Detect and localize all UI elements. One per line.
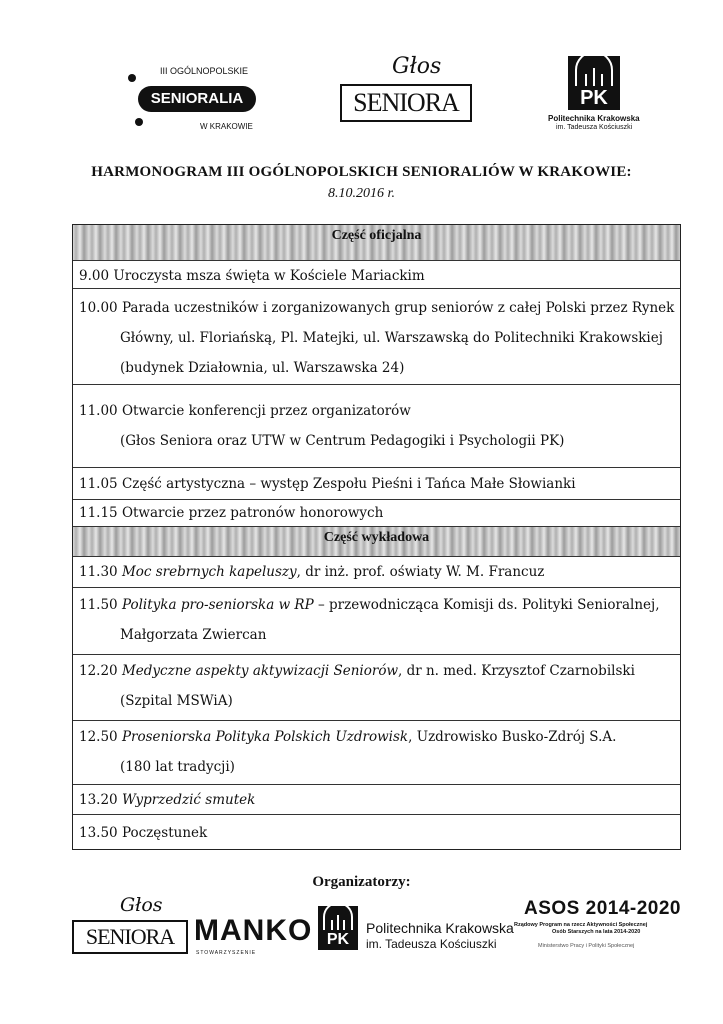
dot-icon	[135, 118, 143, 126]
row-text-cont: (budynek Działownia, ul. Warszawska 24)	[120, 360, 405, 376]
pk-logo-footer	[318, 906, 358, 952]
row-text: 13.20 Wyprzedzić smutek	[79, 792, 256, 808]
section-label: Część oficjalna	[331, 228, 422, 243]
pk-letters: PK	[568, 86, 620, 110]
asos-line1: Rządowy Program na rzecz Aktywności Społecznej	[514, 922, 648, 928]
page-title: HARMONOGRAM III OGÓLNOPOLSKICH SENIORALIÓW W KRAKOWIE:	[91, 164, 632, 180]
row-text: 12.20 Medyczne aspekty aktywizacji Seniorów, dr n. med. Krzysztof Czarnobilski	[79, 663, 635, 679]
dot-icon	[128, 74, 136, 82]
glos-seniora-wordmark: SENIORA	[340, 84, 472, 122]
row-text: 10.00 Parada uczestników i zorganizowanych grup seniorów z całej Polski przez Rynek	[79, 300, 675, 316]
row-text-cont: (Głos Seniora oraz UTW w Centrum Pedagogiki i Psychologii PK)	[120, 433, 565, 449]
section-header-lectures	[73, 527, 680, 557]
glos-script: Głos	[120, 894, 163, 916]
schedule-table	[72, 224, 681, 850]
asos-line3: Ministerstwo Pracy i Polityki Społecznej	[538, 943, 635, 949]
glos-seniora-wordmark: SENIORA	[72, 920, 188, 954]
senioralia-line1: III OGÓLNOPOLSKIE	[160, 66, 249, 76]
pk-sub-footer: im. Tadeusza Kościuszki	[366, 937, 497, 951]
event-date: 8.10.2016 r.	[328, 186, 395, 201]
organizers-title: Organizatorzy:	[312, 874, 411, 890]
glos-script: Głos	[392, 54, 442, 79]
table-row	[73, 289, 680, 385]
table-row	[73, 557, 680, 588]
pk-sub: im. Tadeusza Kościuszki	[556, 124, 633, 131]
row-text-cont: Małgorzata Zwiercan	[120, 627, 267, 643]
section-label: Część wykładowa	[323, 530, 430, 545]
row-text: 11.05 Część artystyczna – występ Zespołu Pieśni i Tańca Małe Słowianki	[79, 476, 576, 492]
asos-line2: Osób Starszych na lata 2014-2020	[552, 929, 641, 935]
manko-logo	[194, 914, 314, 960]
table-row	[73, 721, 680, 785]
section-header-official	[73, 225, 680, 261]
asos-title: ASOS 2014-2020	[524, 898, 681, 919]
table-row	[73, 500, 680, 527]
table-row	[73, 785, 680, 815]
table-row	[73, 468, 680, 500]
senioralia-logo	[118, 58, 268, 136]
asos-logo	[514, 898, 684, 964]
castle-icon	[568, 56, 620, 86]
row-text-cont: (180 lat tradycji)	[120, 759, 235, 775]
manko-sub: STOWARZYSZENIE	[196, 950, 257, 956]
row-text: 11.00 Otwarcie konferencji przez organizatorów	[79, 403, 411, 419]
glos-seniora-logo-footer	[72, 894, 188, 956]
table-row	[73, 385, 680, 468]
pk-name: Politechnika Krakowska	[548, 114, 640, 123]
castle-icon	[318, 906, 358, 930]
senioralia-line3: W KRAKOWIE	[200, 122, 253, 131]
pk-name-footer: Politechnika Krakowska	[366, 920, 514, 936]
table-row	[73, 655, 680, 721]
row-text: 12.50 Proseniorska Polityka Polskich Uzdrowisk, Uzdrowisko Busko-Zdrój S.A.	[79, 729, 617, 745]
row-text: 11.50 Polityka pro-seniorska w RP – przewodnicząca Komisji ds. Polityki Senioralnej,	[79, 597, 660, 613]
row-text: 13.50 Poczęstunek	[79, 825, 208, 841]
manko-wordmark: MANKO	[194, 914, 313, 947]
table-row	[73, 261, 680, 289]
row-text-cont: (Szpital MSWiA)	[120, 693, 233, 709]
pk-letters: PK	[318, 930, 358, 950]
senioralia-badge: SENIORALIA	[138, 86, 256, 112]
row-text-cont: Główny, ul. Floriańską, Pl. Matejki, ul. Warszawską do Politechniki Krakowskiej	[120, 330, 663, 346]
row-text: 11.15 Otwarcie przez patronów honorowych	[79, 505, 384, 521]
row-text: 11.30 Moc srebrnych kapeluszy, dr inż. prof. oświaty W. M. Francuz	[79, 564, 545, 580]
row-text: 9.00 Uroczysta msza święta w Kościele Mariackim	[79, 268, 425, 284]
glos-seniora-logo	[340, 56, 472, 124]
table-row	[73, 815, 680, 849]
pk-logo	[548, 56, 658, 136]
table-row	[73, 588, 680, 655]
